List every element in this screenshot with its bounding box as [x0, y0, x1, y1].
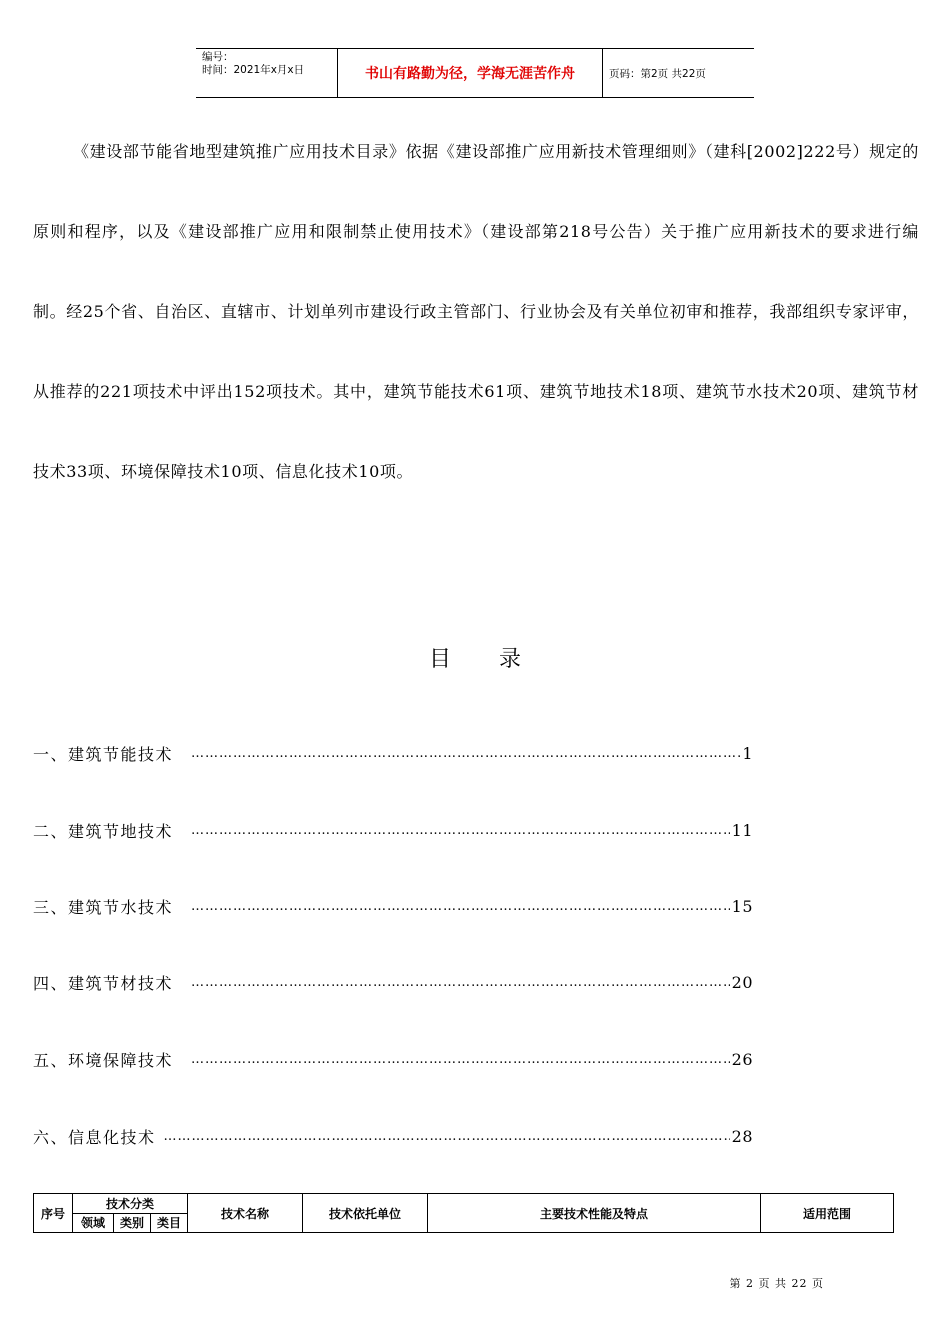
toc-item-page: 11: [731, 820, 753, 840]
toc-leader: [191, 899, 730, 914]
toc-item-label: 三、建筑节水技术: [33, 897, 174, 917]
col-scope: 适用范围: [761, 1194, 894, 1233]
toc-item-page: 20: [731, 972, 753, 992]
toc-item-label: 六、信息化技术: [33, 1127, 156, 1147]
col-domain: 领域: [73, 1213, 114, 1233]
toc-item-label: 一、建筑节能技术: [33, 744, 174, 764]
header-time: 时间：2021年x月x日: [202, 64, 305, 76]
toc-item[interactable]: [33, 1124, 753, 1148]
toc-leader: [191, 746, 740, 761]
col-seq: 序号: [34, 1194, 73, 1233]
page-footer: 第 2 页 共 22 页: [729, 1277, 824, 1290]
toc-item-label: 二、建筑节地技术: [33, 821, 174, 841]
toc-item[interactable]: [33, 970, 753, 994]
col-category: 技术分类: [73, 1194, 188, 1214]
toc-title: 目录: [428, 647, 569, 672]
toc-item[interactable]: [33, 894, 753, 918]
toc-item[interactable]: [33, 818, 753, 842]
intro-text: 《建设部节能省地型建筑推广应用技术目录》依据《建设部推广应用新技术管理细则》（建科[2002]222号）规定的原则和程序，以及《建设部推广应用和限制禁止使用技术》（建设部第218号公告）关于推广应用新技术的要求进行编制。经25个省、自治区、直辖市、计划单列市建设行政主管部门、行业协会及有关单位初审和推荐，我部组织专家评审，从推荐的221项技术中评出152项技术。其中，建筑节能技术61项、建筑节地技术18项、建筑节水技术20项、建筑节材技术33项、环境保障技术10项、信息化技术10项。: [33, 142, 919, 481]
toc-item[interactable]: [33, 741, 753, 765]
toc-leader: [164, 1129, 730, 1144]
toc-item-label: 五、环境保障技术: [33, 1050, 174, 1070]
header-page: 页码：第2页 共22页: [609, 67, 706, 80]
header-motto: 书山有路勤为径，学海无涯苦作舟: [338, 49, 603, 97]
col-unit: 技术依托单位: [303, 1194, 428, 1233]
header-meta: [196, 49, 338, 97]
toc-item-page: 15: [731, 896, 753, 916]
col-name: 技术名称: [188, 1194, 303, 1233]
col-class: 类别: [114, 1213, 151, 1233]
toc-item-page: 28: [731, 1126, 753, 1146]
toc-leader: [191, 975, 730, 990]
toc-item-label: 四、建筑节材技术: [33, 973, 174, 993]
toc-leader: [191, 823, 730, 838]
page-header: [196, 48, 754, 98]
toc-item[interactable]: [33, 1047, 753, 1071]
intro-paragraph: [33, 112, 919, 512]
toc-leader: [191, 1052, 730, 1067]
tech-table: [33, 1193, 894, 1233]
header-number: 编号：: [202, 51, 234, 63]
col-features: 主要技术性能及特点: [428, 1194, 761, 1233]
col-item: 类目: [151, 1213, 188, 1233]
toc-item-page: 1: [742, 743, 753, 763]
toc-item-page: 26: [731, 1049, 753, 1069]
